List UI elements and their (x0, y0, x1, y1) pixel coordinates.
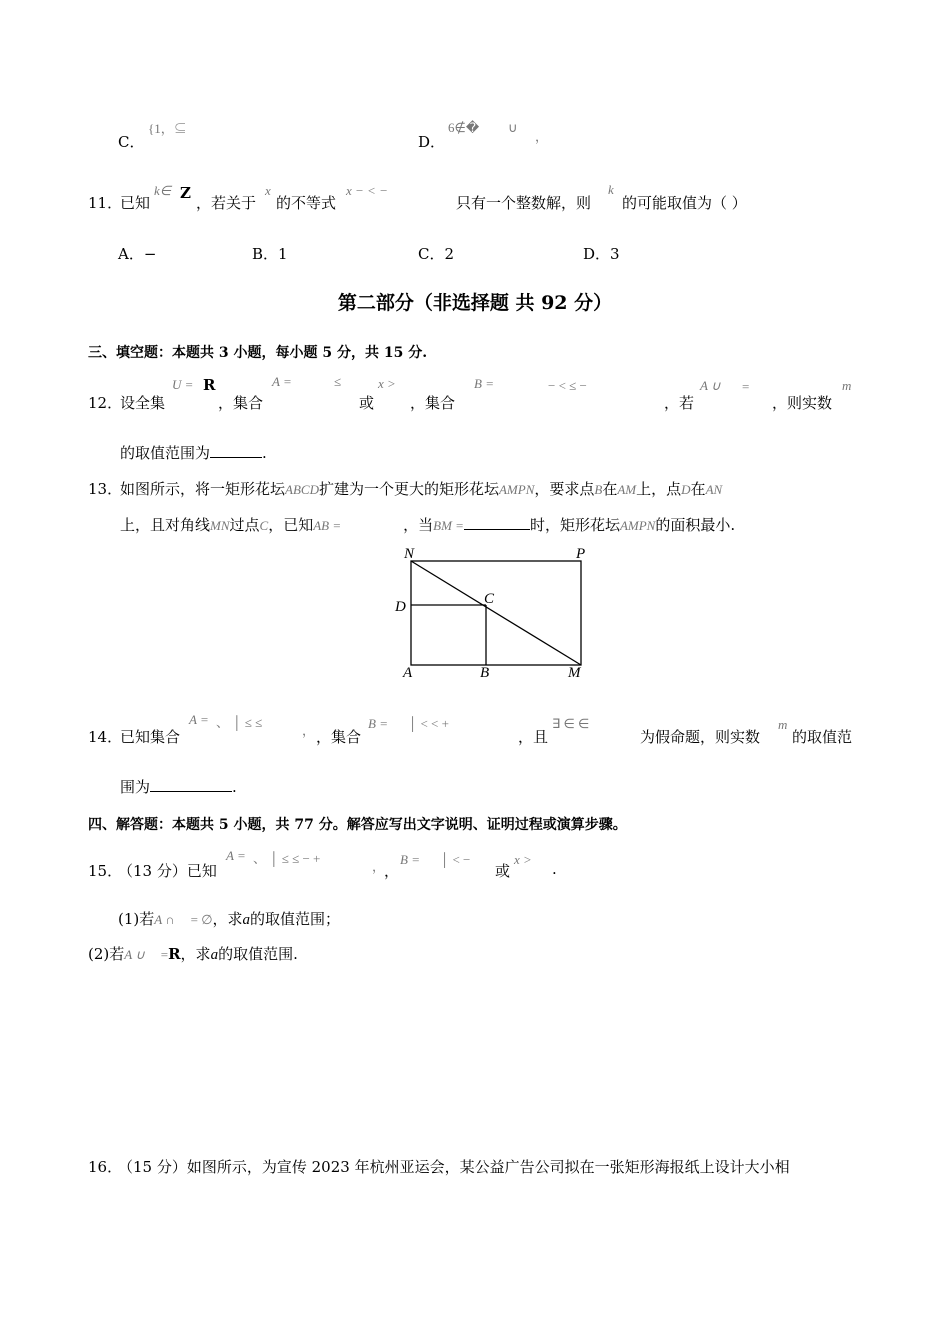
q15-math-1: A = (226, 848, 246, 863)
q12-text-3: 或 (359, 394, 375, 412)
q15-text-3: 或 (495, 862, 511, 880)
q13-math-6: AN (705, 482, 723, 497)
q15-math-1c: ， (372, 859, 386, 874)
q13-figure (390, 540, 600, 685)
q11-option-b: B．1 (252, 245, 288, 263)
label-p: P (576, 546, 586, 562)
q16-text: （15 分）如图所示，为宣传 2023 年杭州亚运会，某公益广告公司拟在一张矩形海报纸上设计大小相 (118, 1158, 790, 1176)
q15-p2-end: 的取值范围. (218, 945, 298, 963)
label-d: D (395, 599, 406, 615)
q14-text-7: . (232, 778, 237, 796)
q11-text-2: ，若关于 (196, 194, 257, 212)
q14-text-5: 的取值范 (792, 728, 853, 746)
q13-math-4: AM (617, 482, 637, 497)
q13-math-5: D (681, 482, 691, 497)
q13-text-4: 在 (602, 480, 618, 498)
q10-option-c-label: C． (118, 133, 145, 151)
q15-p2-label: (2)若 (88, 945, 125, 963)
q12-math-3b: − < ≤ − (548, 378, 587, 393)
q15-p2-math2: = (160, 947, 169, 962)
q15-math-2b: │ < − (440, 852, 471, 867)
q15-math-3: x > (514, 852, 532, 867)
q12-math-3: B = (474, 376, 494, 391)
q15-p2-var: a (210, 947, 219, 963)
q12-math-4: A ∪ (700, 378, 721, 393)
q15-math-1b: 、 │ ≤ ≤ − + (253, 851, 321, 866)
q13-math-9: AB = (313, 518, 342, 533)
q13-text-5: 上，点 (636, 480, 682, 498)
q15-p1-end: 的取值范围； (250, 910, 341, 928)
q11-math-2: x (265, 183, 271, 198)
q11-option-c: C．2 (418, 245, 455, 263)
q10-option-d-math2: ∪ (508, 120, 518, 135)
q12-text-7: 的取值范围为 (120, 444, 211, 462)
q11-text-3: 的不等式 (276, 194, 337, 212)
q11-text-4: 只有一个整数解，则 (456, 194, 592, 212)
q12-math-2b: ≤ (334, 374, 342, 389)
q14-text-1: 已知集合 (120, 728, 181, 746)
q15-p1-math: A ∩ (154, 912, 175, 927)
q12-text-1: 设全集 (120, 394, 166, 412)
q11-text-1: 已知 (120, 194, 151, 212)
q13-text-9: ，已知 (268, 516, 314, 534)
q13-text-7: 上，且对角线 (120, 516, 211, 534)
q14-text-6: 围为 (120, 778, 151, 796)
q14-math-3: ∃ ∈ ∈ (552, 716, 590, 731)
q10-option-c-math: {1，⊆ (148, 121, 187, 136)
diagonal-mn (411, 561, 581, 665)
q11-text-5: 的可能取值为（ ） (622, 194, 747, 212)
q15-p2-text: ，求 (180, 945, 211, 963)
q15-part-1 (118, 908, 340, 929)
q12-answer-blank[interactable] (210, 443, 262, 458)
q14-line-2 (120, 776, 237, 797)
q14-math-1c: ， (302, 723, 316, 738)
q14-math-2b: │ < < + (408, 716, 449, 731)
part2-heading: 第二部分（非选择题 共 92 分） (337, 292, 613, 314)
q14-math-4: m (778, 717, 788, 732)
q13-math-2: AMPN (498, 482, 535, 497)
section3-heading: 三、填空题：本题共 3 小题，每小题 5 分，共 15 分. (88, 345, 428, 361)
q12-math-1b: R (203, 376, 216, 394)
label-m: M (568, 665, 581, 681)
q15-math-2: B = (400, 852, 420, 867)
q14-answer-blank[interactable] (150, 777, 232, 792)
q14-number: 14． (88, 728, 123, 746)
q12-math-2c: x > (378, 376, 396, 391)
q12-text-8: . (262, 444, 267, 462)
q15-p2-math: A ∪ (124, 947, 145, 962)
q13-math-11: AMPN (619, 518, 656, 533)
q11-number: 11． (88, 194, 123, 212)
q15-part-2 (88, 943, 298, 964)
q15-p2-bold: R (168, 945, 181, 963)
q11-math-4: k (608, 182, 614, 197)
q10-option-d-math3: ， (535, 129, 549, 144)
q11-math-3: x − < − (346, 183, 388, 198)
q12-line-2 (120, 442, 267, 463)
q13-line-2 (120, 514, 735, 535)
q12-text-2: ，集合 (218, 394, 264, 412)
q10-option-d-math: 6∉� (448, 120, 480, 135)
q12-text-4: ，集合 (410, 394, 456, 412)
q13-line-1 (120, 478, 722, 499)
q13-text-10: ，当 (403, 516, 434, 534)
q13-text-3: ，要求点 (534, 480, 595, 498)
q15-p1-label: (1)若 (118, 910, 155, 928)
q14-math-2: B = (368, 716, 388, 731)
q13-math-3: B (594, 482, 603, 497)
q15-p1-var: a (242, 912, 251, 928)
label-n: N (404, 546, 415, 562)
label-b: B (480, 665, 490, 681)
q13-answer-blank[interactable] (464, 515, 530, 530)
q14-text-2: ，集合 (316, 728, 362, 746)
q14-math-1: A = (189, 712, 209, 727)
q15-text-4: . (552, 860, 557, 878)
q13-math-10: BM = (433, 518, 464, 533)
q10-option-d-label: D． (418, 133, 446, 151)
q15-p1-math2: = ∅ (190, 912, 213, 927)
q13-math-7: MN (210, 518, 230, 533)
q13-text-12: 的面积最小. (655, 516, 736, 534)
q12-text-6: ，则实数 (772, 394, 833, 412)
q15-text-2: ， (384, 862, 400, 880)
q14-math-1b: 、 │ ≤ ≤ (216, 715, 263, 730)
q14-text-4: 为假命题，则实数 (640, 728, 761, 746)
label-c: C (484, 591, 495, 607)
q13-math-1: ABCD (285, 482, 319, 497)
q12-math-4b: = (742, 379, 750, 394)
section4-heading: 四、解答题：本题共 5 小题，共 77 分。解答应写出文字说明、证明过程或演算步骤。 (88, 817, 627, 833)
q13-text-8: 过点 (229, 516, 260, 534)
q11-option-a: A．− (118, 245, 157, 263)
q14-text-3: ，且 (518, 728, 549, 746)
q11-math-1b: Z (180, 184, 191, 202)
q13-text-2: 扩建为一个更大的矩形花坛 (318, 480, 499, 498)
label-a: A (403, 665, 413, 681)
q16-number: 16． (88, 1158, 123, 1176)
q13-text-6: 在 (690, 480, 706, 498)
q13-text-11: 时，矩形花坛 (529, 516, 620, 534)
q10-option-c (118, 131, 144, 152)
q13-number: 13． (88, 480, 123, 498)
q15-p1-text: ，求 (212, 910, 243, 928)
q12-text-5: ，若 (664, 394, 695, 412)
q12-math-2: A = (272, 374, 292, 389)
q12-math-5: m (842, 378, 852, 393)
q11-math-1: k∈ (154, 183, 172, 198)
q12-math-1: U = (172, 377, 194, 392)
q15-number: 15． (88, 862, 123, 880)
q11-option-d: D．3 (583, 245, 620, 263)
q13-text-1: 如图所示，将一矩形花坛 (120, 480, 286, 498)
q12-number: 12． (88, 394, 123, 412)
q15-text-1: （13 分）已知 (118, 862, 217, 880)
q13-math-8: C (259, 518, 269, 533)
